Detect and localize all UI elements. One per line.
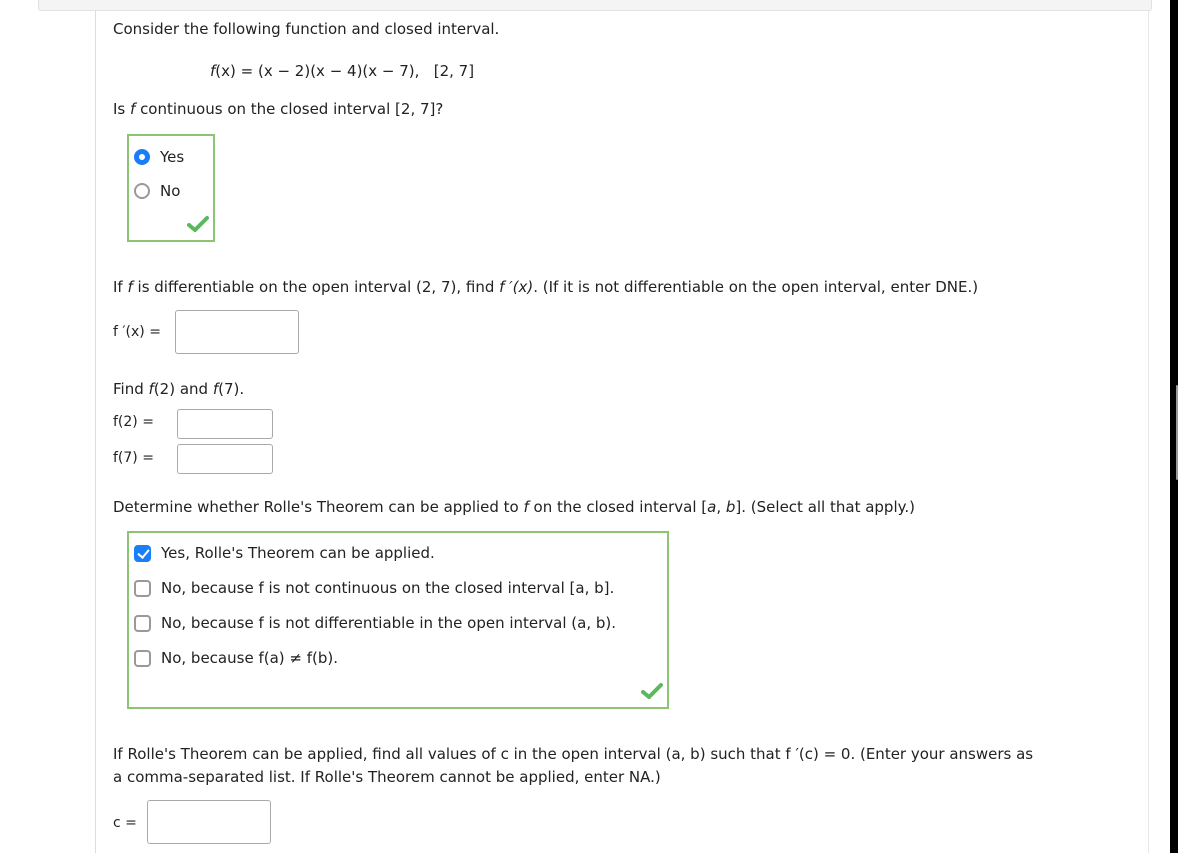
derivative-input[interactable] — [175, 310, 299, 354]
continuity-answer-box — [127, 134, 215, 242]
rolle-answer-box — [127, 531, 669, 709]
f7-label: f(7) = — [113, 450, 154, 466]
f2-input[interactable] — [177, 409, 273, 439]
c-input[interactable] — [147, 800, 271, 844]
checkbox-yes-applied[interactable]: Yes, Rolle's Theorem can be applied. — [134, 544, 435, 562]
checkbox-fa-not-equal-fb[interactable]: No, because f(a) ≠ f(b). — [134, 649, 338, 667]
f7-input[interactable] — [177, 444, 273, 474]
f2-label: f(2) = — [113, 414, 154, 430]
function-interval: [2, 7] — [433, 62, 475, 80]
c-label: c = — [113, 815, 137, 831]
checkbox-not-differentiable[interactable]: No, because f is not differentiable in the open interval (a, b). — [134, 614, 616, 632]
derivative-label: f ′(x) = — [113, 324, 161, 340]
checkbox-checked-icon[interactable] — [134, 545, 151, 562]
top-bar — [38, 0, 1152, 11]
checkbox-icon[interactable] — [134, 580, 151, 597]
content-right-border — [1148, 11, 1149, 853]
correct-check-icon — [641, 683, 663, 699]
content-left-border — [95, 11, 96, 853]
question-derivative: If f is differentiable on the open interval (2, 7), find f ′(x). (If it is not differentiable on the open interval, enter DNE.) — [113, 278, 979, 296]
checkbox-icon[interactable] — [134, 650, 151, 667]
checkbox-icon[interactable] — [134, 615, 151, 632]
function-name: f — [210, 62, 216, 80]
radio-no[interactable]: No — [134, 182, 180, 200]
intro-text: Consider the following function and closed interval. — [113, 20, 500, 38]
question-endpoints: Find f(2) and f(7). — [113, 380, 245, 398]
correct-check-icon — [187, 216, 209, 232]
radio-unselected-icon[interactable] — [134, 183, 150, 199]
function-expression: (x) = (x − 2)(x − 4)(x − 7), — [215, 62, 420, 80]
question-rolle: Determine whether Rolle's Theorem can be applied to f on the closed interval [a, b]. (Select all that apply.) — [113, 498, 915, 516]
radio-selected-icon[interactable] — [134, 149, 150, 165]
radio-yes[interactable]: Yes — [134, 148, 184, 166]
question-continuity: Is f continuous on the closed interval [2, 7]? — [113, 100, 444, 118]
checkbox-not-continuous[interactable]: No, because f is not continuous on the closed interval [a, b]. — [134, 579, 614, 597]
question-c-values-line1: If Rolle's Theorem can be applied, find all values of c in the open interval (a, b) such that f ′(c) = 0. (Enter your answers as — [113, 745, 1034, 763]
function-definition — [210, 62, 474, 80]
question-c-values-line2: a comma-separated list. If Rolle's Theorem cannot be applied, enter NA.) — [113, 768, 661, 786]
